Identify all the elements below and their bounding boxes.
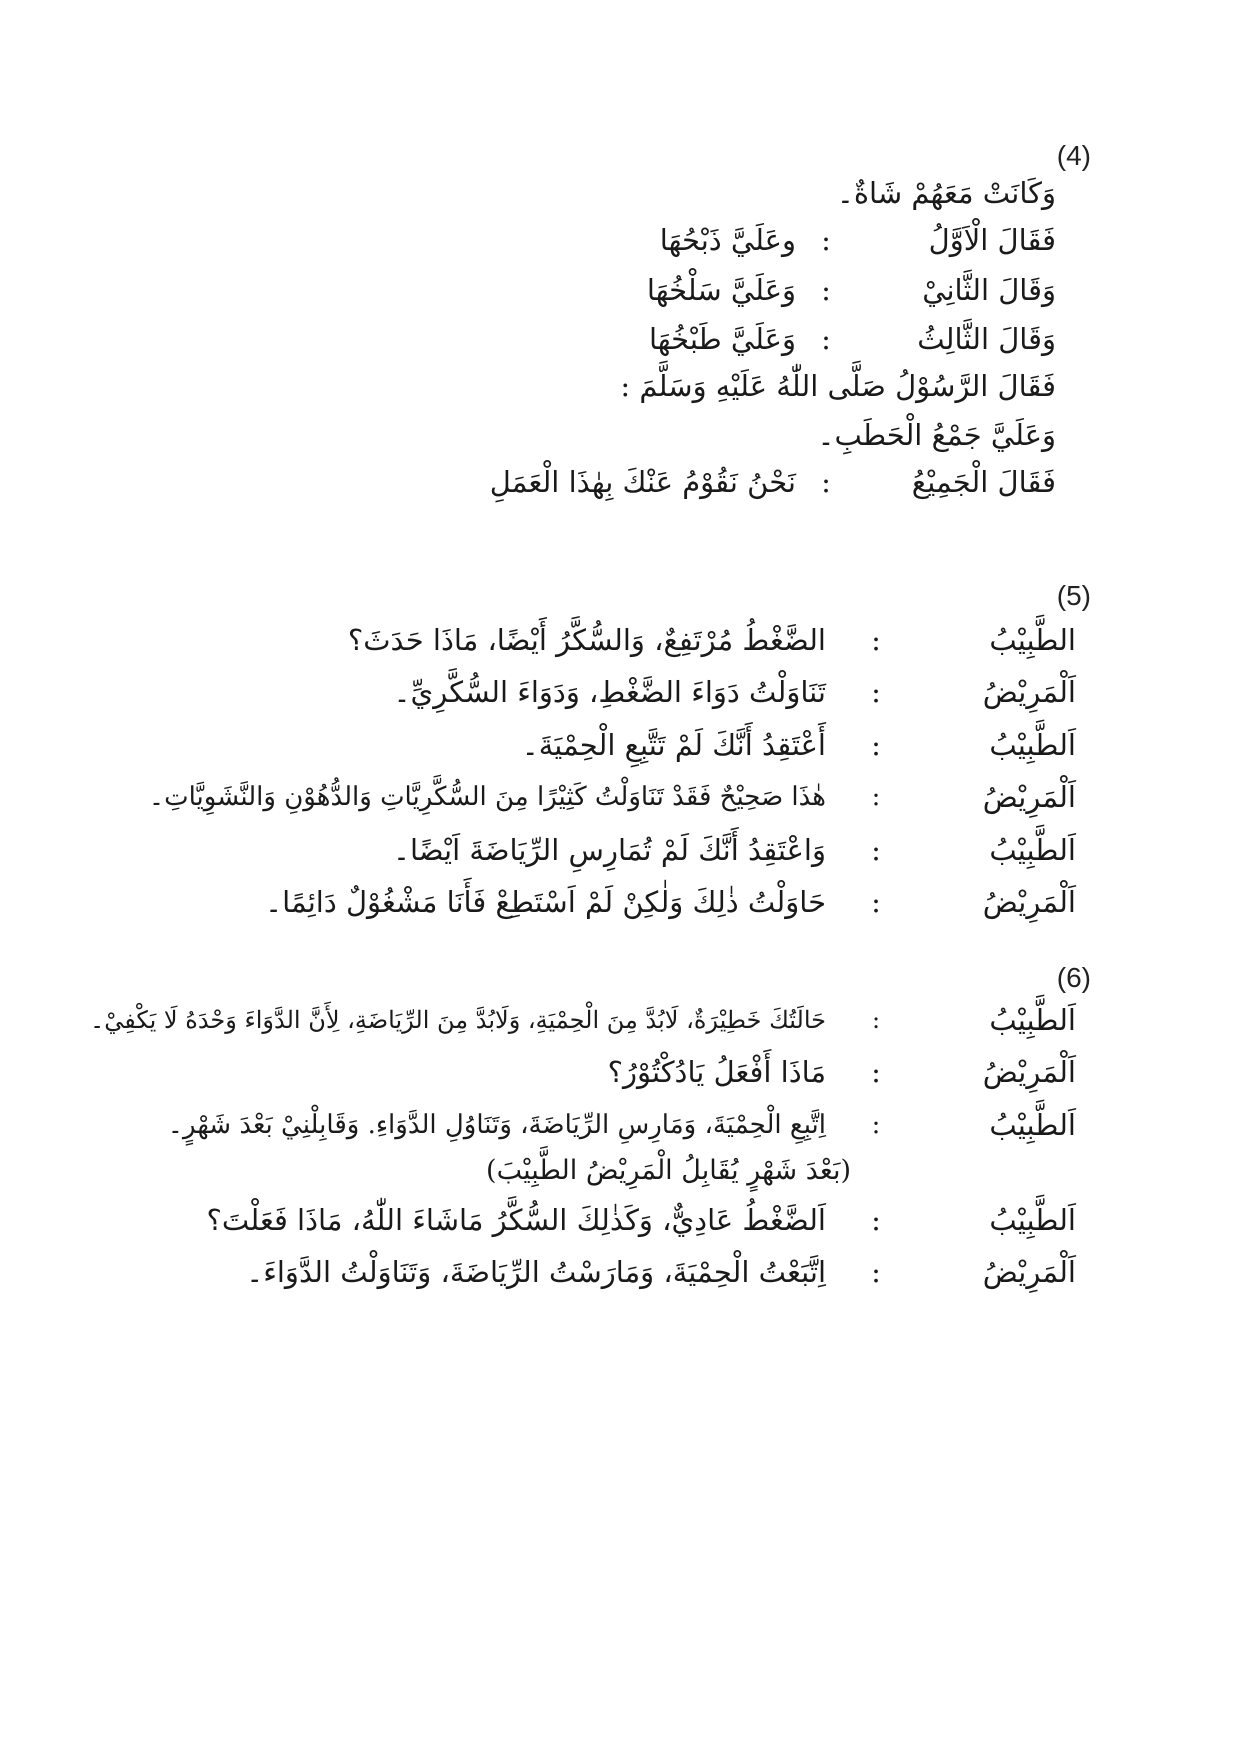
speaker: اَلطَّبِيْبُ <box>989 1108 1076 1142</box>
colon: : <box>871 1006 881 1034</box>
section6-row-5 <box>246 1252 1076 1292</box>
section6-stage-note: (بَعْدَ شَهْرٍ يُقَابِلُ الْمَرِيْضُ الطَّبِيْبَ) <box>486 1155 851 1186</box>
section4-wood-line: وَعَلَيَّ جَمْعُ الْحَطَبِ۔ <box>817 418 1056 452</box>
speaker: اَلْمَرِيْضُ <box>982 780 1076 814</box>
dialogue-text: اِتَّبِعِ الْحِمْيَةَ، وَمَارِسِ الرِّيَاضَةَ، وَتَنَاوُلِ الدَّوَاءِ. وَقَابِلْنِيْ بَعْدَ شَهْرٍ۔ <box>167 1110 826 1140</box>
section-number-6: (6) <box>1056 962 1091 993</box>
speaker: اَلْمَرِيْضُ <box>982 675 1076 709</box>
dialogue-text: الضَّغْطُ مُرْتَفِعٌ، وَالسُّكَّرُ أَيْضًا، مَاذَا حَدَثَ؟ <box>347 623 826 657</box>
colon: : <box>871 1255 881 1289</box>
section4-intro: وَكَانَتْ مَعَهُمْ شَاةٌ۔ <box>836 176 1056 210</box>
dialogue-text: أَعْتَقِدُ أَنَّكَ لَمْ تَتَّبِعِ الْحِمْيَةَ۔ <box>521 728 826 762</box>
dialogue-text: مَاذَا أَفْعَلُ يَادُكْتُوْرُ؟ <box>607 1055 826 1089</box>
colon: : <box>871 1110 881 1140</box>
dialogue-text: حَالَتُكَ خَطِيْرَةٌ، لَابُدَّ مِنَ الْحِمْيَةِ، وَلَابُدَّ مِنَ الرِّيَاضَةِ، لِأَنَّ الدَّوَاءَ وَحْدَهُ لَا يَكْفِيْ۔ <box>90 1006 826 1034</box>
section5-row-2 <box>394 672 1076 712</box>
section6-row-3 <box>168 1105 1076 1145</box>
dialogue-text: هٰذَا صَحِيْحٌ فَقَدْ تَنَاوَلْتُ كَثِيْرًا مِنَ السُّكَّرِيَّاتِ وَالدُّهُوْنِ وَالنَّشَوِيَّاتِ۔ <box>148 782 826 812</box>
dialogue-text: اَلضَّغْطُ عَادِيٌّ، وَكَذٰلِكَ السُّكَّرُ مَاشَاءَ اللّٰهُ، مَاذَا فَعَلْتَ؟ <box>206 1203 826 1237</box>
colon: : <box>871 1203 881 1237</box>
colon: : <box>871 675 881 709</box>
section5-row-3 <box>522 725 1076 765</box>
colon: : <box>821 322 831 356</box>
colon: : <box>871 728 881 762</box>
speaker: اَلطَّبِيْبُ <box>989 833 1076 867</box>
speaker: اَلطَّبِيْبُ <box>989 1003 1076 1037</box>
speaker: اَلْمَرِيْضُ <box>982 1055 1076 1089</box>
section4-row-3 <box>649 319 1056 359</box>
colon: : <box>821 273 831 307</box>
speaker: اَلْمَرِيْضُ <box>982 1255 1076 1289</box>
speaker: اَلْمَرِيْضُ <box>982 885 1076 919</box>
colon: : <box>871 623 881 657</box>
section6-row-1 <box>90 1000 1076 1040</box>
dialogue-text: اِتَّبَعْتُ الْحِمْيَةَ، وَمَارَسْتُ الرِّيَاضَةَ، وَتَنَاوَلْتُ الدَّوَاءَ۔ <box>246 1255 826 1289</box>
dialogue-text: حَاوَلْتُ ذٰلِكَ وَلٰكِنْ لَمْ اَسْتَطِعْ فَأَنَا مَشْغُوْلٌ دَائِمًا۔ <box>265 885 826 919</box>
section4-final-row <box>490 462 1056 502</box>
colon: : <box>821 465 831 499</box>
dialogue-text: وعَلَيَّ ذَبْحُهَا <box>659 223 796 257</box>
dialogue-text: وَعَلَيَّ سَلْخُهَا <box>646 273 796 307</box>
section6-row-4 <box>207 1200 1077 1240</box>
section5-row-6 <box>265 882 1076 922</box>
section-number-4: (4) <box>1056 140 1091 171</box>
section4-prophet-line: فَقَالَ الرَّسُوْلُ صَلَّى اللّٰهُ عَلَيْهِ وَسَلَّمَ : <box>620 369 1056 403</box>
section5-row-1 <box>348 620 1076 660</box>
section4-row-2 <box>647 270 1056 310</box>
speaker: الطَّبِيْبُ <box>989 623 1076 657</box>
speaker: وَقَالَ الثَّالِثُ <box>917 322 1056 356</box>
speaker: فَقَالَ الْجَمِيْعُ <box>911 465 1056 499</box>
speaker: فَقَالَ الْاَوَّلُ <box>928 223 1056 257</box>
section5-row-5 <box>393 830 1076 870</box>
dialogue-text: وَعَلَيَّ طَبْخُهَا <box>648 322 796 356</box>
colon: : <box>821 223 831 257</box>
colon: : <box>871 1055 881 1089</box>
dialogue-text: تَنَاوَلْتُ دَوَاءَ الضَّغْطِ، وَدَوَاءَ السُّكَّرِيِّ۔ <box>393 675 826 709</box>
speaker: وَقَالَ الثَّانِيْ <box>922 273 1056 307</box>
speaker: اَلطَّبِيْبُ <box>989 728 1076 762</box>
section4-row-1 <box>660 220 1056 260</box>
colon: : <box>871 833 881 867</box>
colon: : <box>871 885 881 919</box>
section6-row-2 <box>608 1052 1076 1092</box>
dialogue-text: وَاعْتَقِدُ أَنَّكَ لَمْ تُمَارِسِ الرِّيَاضَةَ اَيْضًا۔ <box>393 833 826 867</box>
colon: : <box>871 782 881 812</box>
speaker: اَلطَّبِيْبُ <box>989 1203 1076 1237</box>
dialogue-text: نَحْنُ نَقُوْمُ عَنْكَ بِهٰذَا الْعَمَلِ <box>489 465 796 499</box>
section-number-5: (5) <box>1056 580 1091 611</box>
section5-row-4 <box>149 777 1076 817</box>
